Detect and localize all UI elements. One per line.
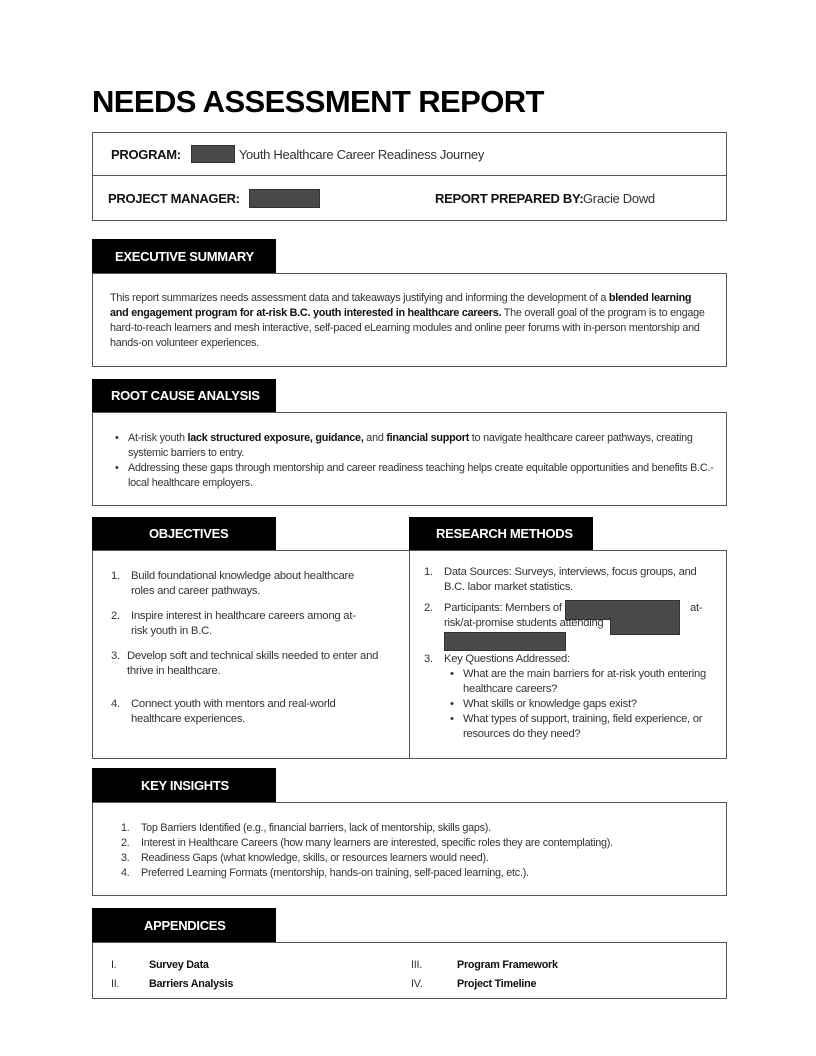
project-manager-label: PROJECT MANAGER: bbox=[108, 191, 240, 206]
page-title: NEEDS ASSESSMENT REPORT bbox=[92, 84, 544, 119]
redacted-school-name bbox=[444, 632, 566, 651]
objective-number: 1. bbox=[111, 570, 120, 582]
objectives-box bbox=[92, 550, 410, 759]
research-methods-box bbox=[409, 550, 727, 759]
key-insights-box bbox=[92, 802, 727, 896]
research-number: 3. bbox=[424, 653, 433, 665]
insight-number: 4. bbox=[121, 867, 130, 879]
key-insights-heading-text: KEY INSIGHTS bbox=[141, 777, 229, 793]
redacted-program-prefix bbox=[191, 145, 235, 163]
appendix-title: Barriers Analysis bbox=[149, 978, 234, 990]
research-item bbox=[424, 565, 716, 595]
research-item bbox=[424, 601, 716, 646]
summary-text-part: This report summarizes needs assessment data and takeaways justifying and informing the development of a bbox=[110, 292, 609, 304]
insight-item bbox=[121, 821, 716, 836]
insight-text: Interest in Healthcare Careers (how many learners are interested, specific roles they are contemplating). bbox=[141, 837, 613, 849]
objective-item bbox=[111, 697, 399, 727]
summary-text-part: The overall goal of the program is to engage hard-to-reach learners and mesh interactive, self-paced eLearning modules and online peer forums with in-person mentorship and hands-on volunteer experiences. bbox=[110, 307, 705, 349]
redacted-participant-group-cont bbox=[610, 617, 680, 635]
objectives-heading bbox=[92, 517, 276, 550]
appendix-title: Survey Data bbox=[149, 959, 209, 971]
bullet-text: and bbox=[363, 432, 387, 444]
research-text: Data Sources: Surveys, interviews, focus groups, and B.C. labor market statistics. bbox=[444, 566, 697, 593]
objective-item bbox=[111, 649, 399, 679]
insight-number: 2. bbox=[121, 837, 130, 849]
participants-line-1: Participants: Members of bbox=[444, 602, 562, 614]
appendix-number: III. bbox=[411, 959, 422, 971]
appendix-number: IV. bbox=[411, 978, 423, 990]
participants-line-1-end: at- bbox=[690, 602, 703, 614]
redacted-project-manager bbox=[249, 189, 320, 208]
insight-text: Top Barriers Identified (e.g., financial barriers, lack of mentorship, skills gaps). bbox=[141, 822, 491, 834]
appendix-item[interactable] bbox=[111, 975, 233, 994]
root-cause-heading bbox=[92, 379, 276, 412]
research-methods-list bbox=[424, 565, 716, 742]
prepared-by-value: Gracie Dowd bbox=[583, 191, 655, 206]
objective-item bbox=[111, 609, 399, 639]
participants-line-2: risk/at-promise students attending bbox=[444, 617, 604, 629]
program-row bbox=[93, 133, 726, 176]
objective-text: Build foundational knowledge about healthcare roles and career pathways. bbox=[131, 570, 355, 597]
executive-summary-box bbox=[92, 273, 727, 367]
appendices-col-2 bbox=[411, 956, 558, 994]
insight-text: Preferred Learning Formats (mentorship, hands-on training, self-paced learning, etc.). bbox=[141, 867, 529, 879]
key-questions bbox=[444, 652, 714, 742]
appendices-box bbox=[92, 942, 727, 999]
key-question-item: • What types of support, training, field experience, or resources do they need? bbox=[448, 712, 714, 742]
program-label: PROGRAM: bbox=[111, 146, 181, 162]
objective-number: 4. bbox=[111, 698, 120, 710]
objectives-list bbox=[111, 569, 399, 727]
objective-text: Inspire interest in healthcare careers among at-risk youth in B.C. bbox=[131, 610, 356, 637]
appendix-item[interactable] bbox=[111, 956, 233, 975]
bullet-bold: lack structured exposure, guidance, bbox=[187, 432, 364, 444]
root-cause-list bbox=[113, 431, 716, 491]
executive-summary-text bbox=[110, 291, 712, 351]
research-number: 1. bbox=[424, 566, 433, 578]
root-cause-bullet: • Addressing these gaps through mentorship and career readiness teaching helps create equitable opportunities and benefits B.C.-local healthcare employers. bbox=[113, 461, 716, 491]
research-methods-heading bbox=[409, 517, 593, 550]
insight-text: Readiness Gaps (what knowledge, skills, or resources learners would need). bbox=[141, 852, 489, 864]
objectives-heading-text: OBJECTIVES bbox=[149, 526, 229, 541]
appendix-item[interactable] bbox=[411, 956, 558, 975]
root-cause-box bbox=[92, 412, 727, 506]
executive-summary-heading-text: EXECUTIVE SUMMARY bbox=[115, 248, 254, 264]
appendices-heading-text: APPENDICES bbox=[144, 917, 226, 933]
appendix-title: Program Framework bbox=[457, 959, 558, 971]
appendices-col-1 bbox=[111, 956, 233, 994]
objective-number: 3. bbox=[111, 650, 120, 662]
key-insights-list bbox=[121, 821, 716, 881]
insight-number: 1. bbox=[121, 822, 130, 834]
appendices-heading bbox=[92, 908, 276, 942]
insight-number: 3. bbox=[121, 852, 130, 864]
report-header-box bbox=[92, 132, 727, 221]
bullet-text: to navigate healthcare career pathways, creating systemic barriers to entry. bbox=[128, 432, 693, 459]
insight-item bbox=[121, 851, 716, 866]
objective-number: 2. bbox=[111, 610, 120, 622]
executive-summary-heading bbox=[92, 239, 276, 273]
appendix-number: I. bbox=[111, 959, 117, 971]
insight-item bbox=[121, 866, 716, 881]
summary-highlight: blended learning and engagement program for at-risk B.C. youth interested in healthcare careers. bbox=[110, 292, 692, 319]
research-methods-heading-text: RESEARCH METHODS bbox=[436, 526, 573, 541]
manager-row bbox=[93, 176, 726, 221]
insight-item bbox=[121, 836, 716, 851]
root-cause-heading-text: ROOT CAUSE ANALYSIS bbox=[111, 388, 260, 403]
key-insights-heading bbox=[92, 768, 276, 802]
key-questions-label: Key Questions Addressed: bbox=[444, 653, 570, 665]
objective-text: Connect youth with mentors and real-world healthcare experiences. bbox=[131, 698, 336, 725]
root-cause-bullet bbox=[113, 431, 716, 461]
objective-text: Develop soft and technical skills needed to enter and thrive in healthcare. bbox=[127, 650, 379, 677]
participants-text bbox=[444, 601, 714, 646]
key-questions-list bbox=[444, 667, 714, 742]
key-question-item: • What skills or knowledge gaps exist? bbox=[448, 697, 714, 712]
bullet-text: At-risk youth bbox=[128, 432, 188, 444]
appendix-item[interactable] bbox=[411, 975, 558, 994]
research-number: 2. bbox=[424, 602, 433, 614]
bullet-bold: financial support bbox=[386, 432, 470, 444]
key-question-item: • What are the main barriers for at-risk youth entering healthcare careers? bbox=[448, 667, 714, 697]
appendix-number: II. bbox=[111, 978, 120, 990]
prepared-by-label: REPORT PREPARED BY: bbox=[435, 191, 584, 206]
objective-item bbox=[111, 569, 399, 599]
research-item bbox=[424, 652, 716, 742]
program-value: Youth Healthcare Career Readiness Journey bbox=[238, 146, 485, 162]
appendix-title: Project Timeline bbox=[457, 978, 537, 990]
